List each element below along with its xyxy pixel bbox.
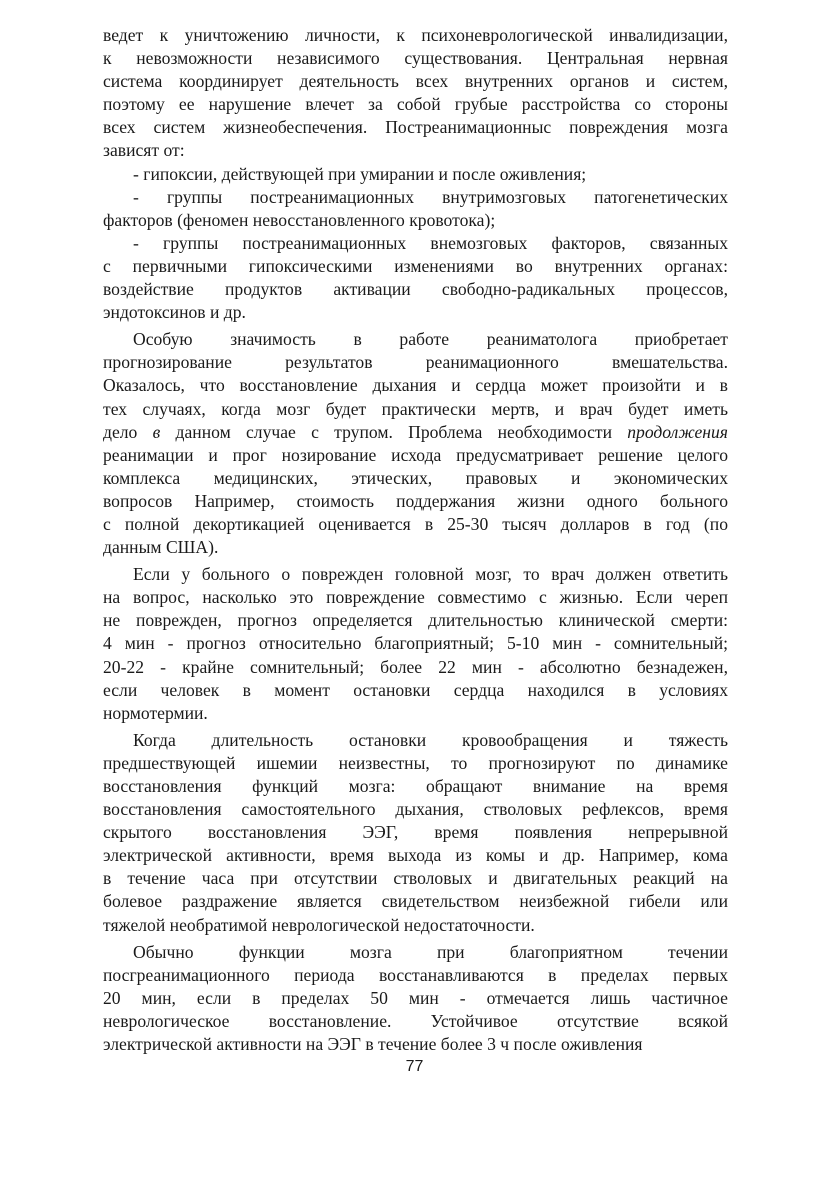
text-line: в течение часа при отсутствии стволовых и двигательных реакций на: [103, 868, 728, 889]
text-line: ведет к уничтожению личности, к психоневрологической инвалидизации,: [103, 25, 728, 45]
text-line: данным США).: [103, 537, 219, 558]
text-line: поэтому ее нарушение влечет за собой грубые расстройства со стороны: [103, 94, 728, 115]
text-line: не поврежден, прогноз определяется длительностью клинической смерти:: [103, 610, 728, 631]
text-line: восстановления самостоятельного дыхания, стволовых рефлексов, время: [103, 799, 728, 820]
text-line: вопросов Например, стоимость поддержания жизни одного больного: [103, 490, 728, 511]
text-line: Оказалось, что восстановление дыхания и сердца может произойти и в: [103, 375, 728, 396]
text-line: с первичными гипоксическими изменениями во внутренних органах:: [103, 255, 728, 276]
text-line: комплекса медицинских, этических, правовых и экономических: [103, 467, 728, 488]
text-line: всех систем жизнеобеспечения. Постреанимационныс повреждения мозга: [103, 117, 728, 138]
text-line: на вопрос, насколько это повреждение совместимо с жизнью. Если череп: [103, 587, 728, 608]
paragraph: [103, 563, 728, 725]
text-line: с полной декортикацией оценивается в 25-30 тысяч долларов в год (по: [103, 513, 728, 534]
text-line: эндотоксинов и др.: [103, 302, 246, 323]
text-line: Обычно функции мозга при благоприятном течении: [133, 941, 728, 962]
text-line: нормотермии.: [103, 702, 208, 723]
page-number: 77: [405, 1058, 424, 1075]
body-text: [103, 24, 728, 1056]
paragraph: [103, 328, 728, 559]
paragraph: [103, 232, 728, 324]
text-line: восстановления функций мозга: обращают внимание на время: [103, 776, 728, 796]
text-line: прогнозирование результатов реанимационного вмешательства.: [103, 352, 728, 373]
text-line: Когда длительность остановки кровообращения и тяжесть: [133, 729, 728, 750]
text-line: если человек в момент остановки сердца находился в условиях: [103, 679, 728, 700]
text-line: электрической активности на ЭЭГ в течение более 3 ч после оживления: [103, 1034, 643, 1055]
paragraph: [103, 163, 728, 186]
text-line: система координирует деятельность всех внутренних органов и систем,: [103, 71, 728, 92]
paragraph: [103, 729, 728, 937]
text-line: к невозможности независимого существования. Центральная нервная: [103, 48, 728, 69]
paragraph: [103, 24, 728, 163]
text-line: электрической активности, время выхода из комы и др. Например, кома: [103, 845, 728, 866]
text-line: тяжелой необратимой неврологической недостаточности.: [103, 914, 535, 935]
text-line: воздействие продуктов активации свободно-радикальных процессов,: [103, 279, 728, 300]
text-line: реанимации и прог нозирование исхода предусматривает решение целого: [103, 444, 728, 465]
text-line: неврологическое восстановление. Устойчивое отсутствие всякой: [103, 1010, 728, 1031]
text-line: - гипоксии, действующей при умирании и после оживления;: [133, 163, 587, 184]
paragraph: [103, 186, 728, 232]
text-line: 20 мин, если в пределах 50 мин - отмечается лишь частичное: [103, 987, 728, 1008]
text-line: Особую значимость в работе реаниматолога приобретает: [133, 329, 728, 350]
text-line: дело в данном случае с трупом. Проблема необходимости продолжения: [103, 421, 728, 442]
text-line: 20-22 - крайне сомнительный; более 22 мин - абсолютно безнадежен,: [103, 656, 728, 677]
text-line: факторов (феномен невосстановленного кровотока);: [103, 209, 496, 230]
text-line: тех случаях, когда мозг будет практически мертв, и врач будет иметь: [103, 398, 728, 419]
text-line: - группы постреанимационных внутримозговых патогенетических: [133, 186, 728, 207]
paragraph: [103, 941, 728, 1056]
text-line: - группы постреанимационных внемозговых факторов, связанных: [133, 232, 728, 253]
text-line: 4 мин - прогноз относительно благоприятный; 5-10 мин - сомнительный;: [103, 633, 728, 654]
text-line: скрытого восстановления ЭЭГ, время появления непрерывной: [103, 822, 728, 843]
text-line: зависят от:: [103, 140, 185, 161]
text-line: посгреанимационного периода восстанавливаются в пределах первых: [103, 964, 728, 985]
text-line: Если у больного о поврежден головной мозг, то врач должен ответить: [133, 564, 728, 585]
text-line: болевое раздражение является свидетельством неизбежной гибели или: [103, 891, 728, 912]
text-line: предшествующей ишемии неизвестны, то прогнозируют по динамике: [103, 752, 728, 773]
